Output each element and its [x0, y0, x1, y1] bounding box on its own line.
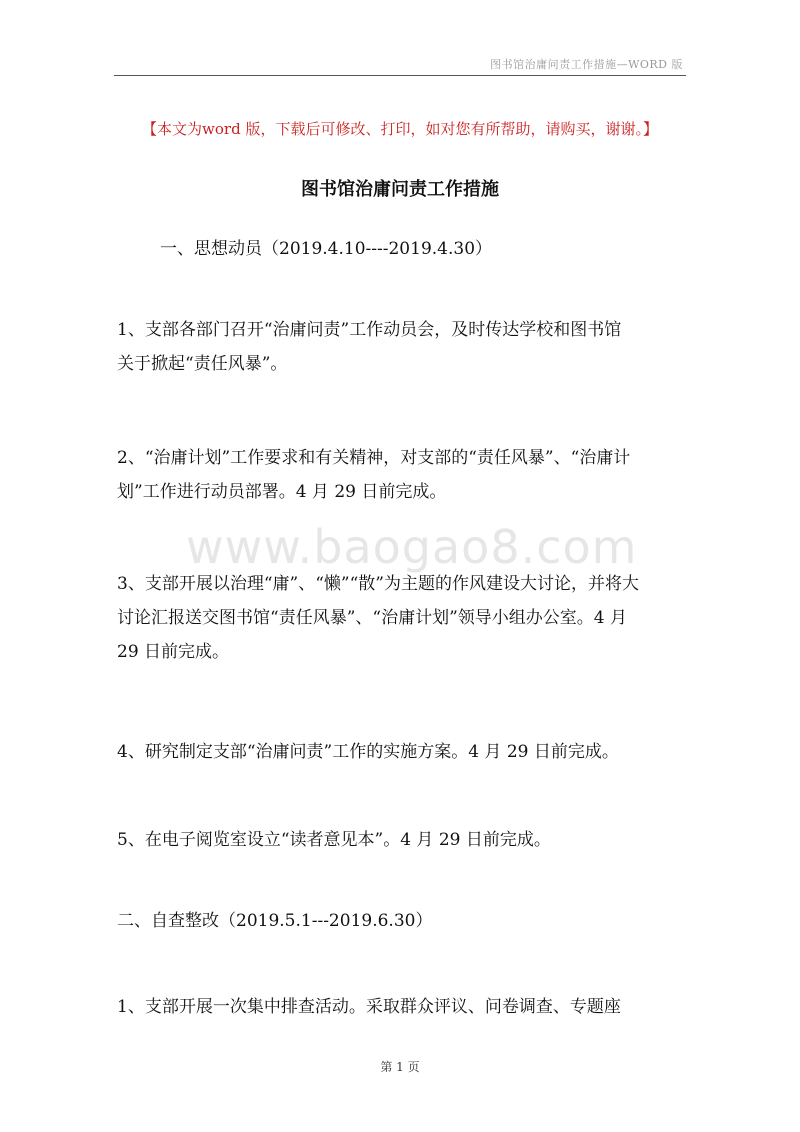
list-item-line: 关于掀起“责任风暴”。: [117, 354, 288, 374]
list-item-line: 划”工作进行动员部署。4 月 29 日前完成。: [117, 482, 447, 502]
purchase-notice: 【本文为word 版，下载后可修改、打印，如对您有所帮助，请购买，谢谢。】: [142, 120, 658, 138]
section-heading-1: 一、思想动员（2019.4.10----2019.4.30）: [160, 239, 493, 259]
list-item-1-3: [117, 567, 687, 669]
list-item-line: 4、研究制定支部“治庸问责”工作的实施方案。4 月 29 日前完成。: [117, 742, 619, 762]
list-item-line: 5、在电子阅览室设立“读者意见本”。4 月 29 日前完成。: [117, 830, 551, 850]
running-header: 图书馆治庸问责工作措施—WORD 版: [490, 58, 683, 71]
watermark: www.baogao8.com: [186, 520, 638, 574]
list-item-2-1: [117, 990, 687, 1024]
section-heading-2: 二、自查整改（2019.5.1---2019.6.30）: [117, 911, 433, 931]
list-item-line: 讨论汇报送交图书馆“责任风暴”、“治庸计划”领导小组办公室。4 月: [117, 608, 627, 628]
list-item-line: 1、支部开展一次集中排查活动。采取群众评议、问卷调查、专题座: [117, 997, 621, 1017]
list-item-1-2: [117, 441, 687, 509]
list-item-line: 3、支部开展以治理“庸”、“懒”“散”为主题的作风建设大讨论，并将大: [117, 574, 639, 594]
document-title: 图书馆治庸问责工作措施: [301, 179, 499, 200]
list-item-1-1: [117, 313, 687, 381]
list-item-1-4: [117, 735, 687, 769]
list-item-line: 2、“治庸计划”工作要求和有关精神，对支部的“责任风暴”、“治庸计: [117, 448, 631, 468]
list-item-line: 29 日前完成。: [117, 642, 230, 662]
page-number: 第 1 页: [380, 1060, 420, 1074]
list-item-1-5: [117, 823, 687, 857]
header-divider: [114, 75, 686, 76]
list-item-line: 1、支部各部门召开“治庸问责”工作动员会，及时传达学校和图书馆: [117, 320, 622, 340]
